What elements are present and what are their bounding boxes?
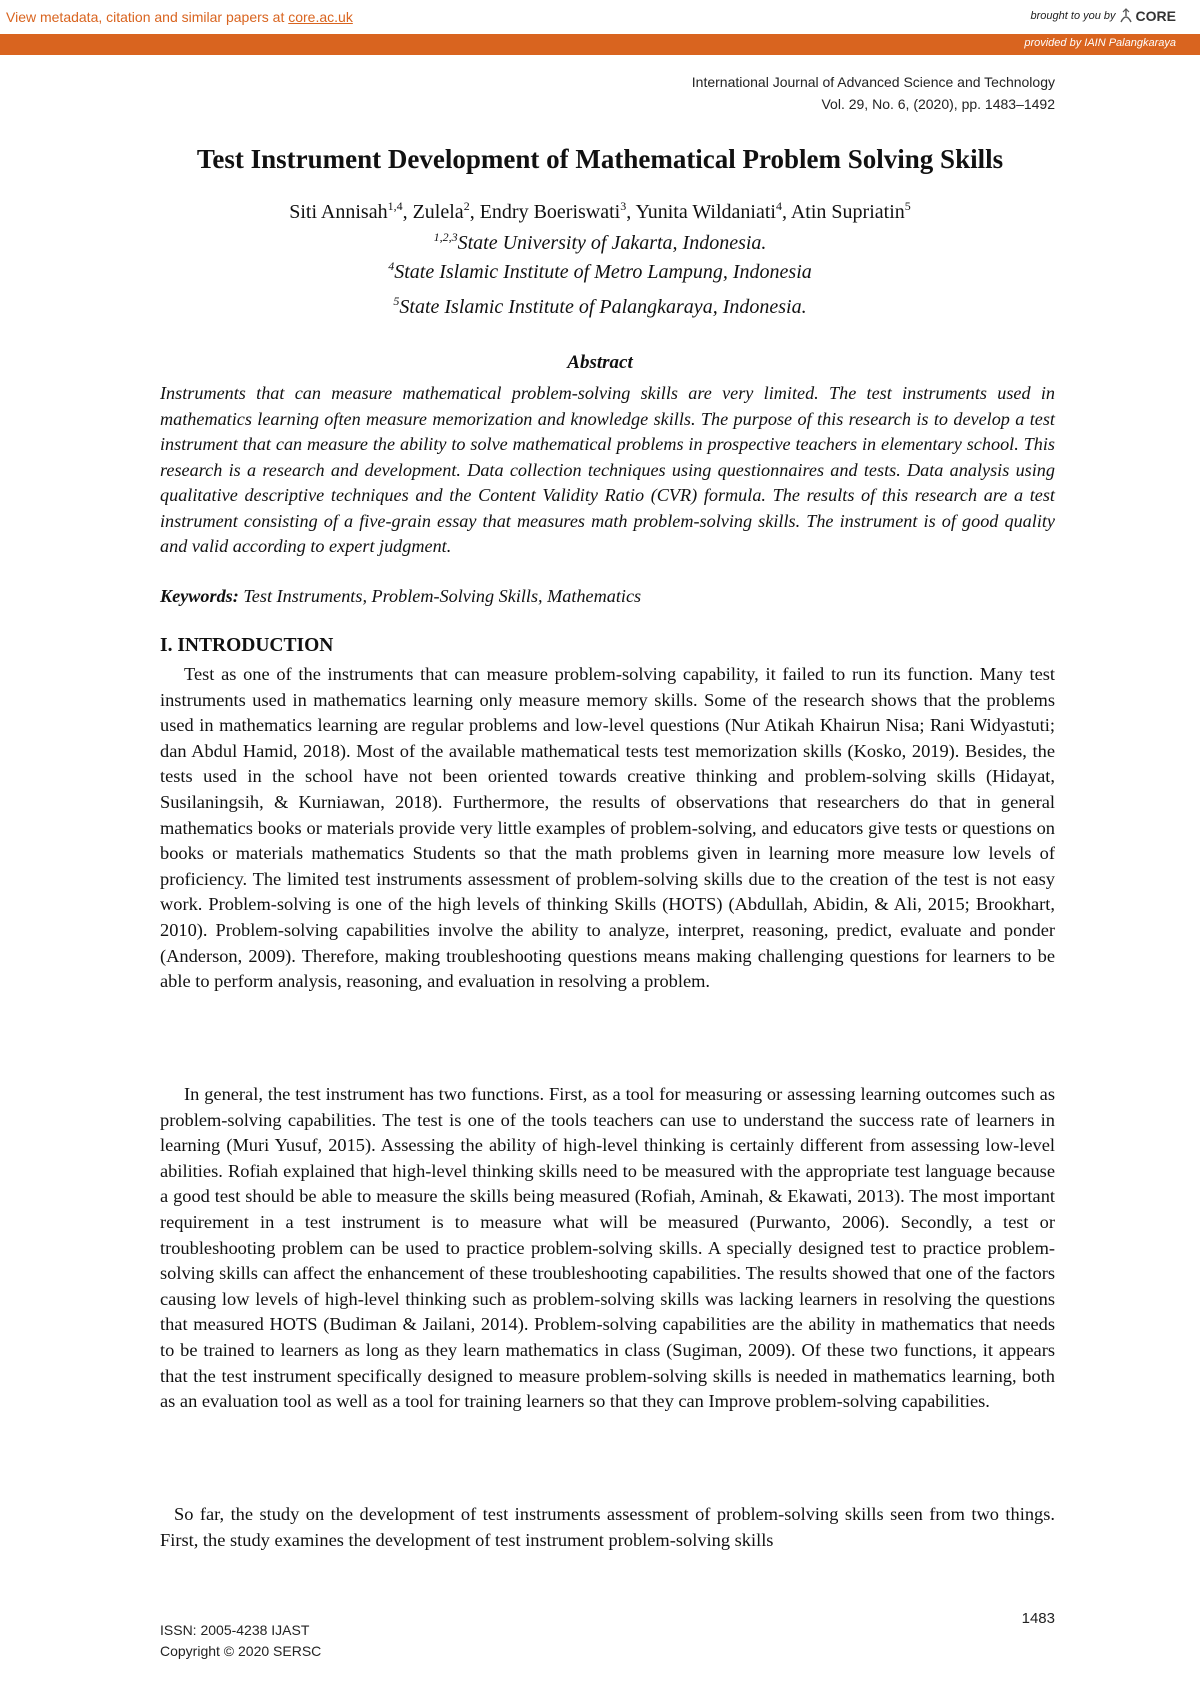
- core-link-prefix: View metadata, citation and similar papers at: [6, 9, 289, 25]
- author-affil-sup: 2: [463, 199, 470, 213]
- keywords-label: Keywords:: [160, 586, 239, 606]
- core-logo-icon: [1119, 8, 1133, 24]
- core-metadata-link[interactable]: [6, 9, 353, 25]
- core-brand: CORE: [1135, 8, 1176, 24]
- provided-by-text[interactable]: provided by IAIN Palangkaraya: [1024, 37, 1176, 49]
- brought-to-you-by[interactable]: [1031, 8, 1176, 24]
- author-name: Yunita Wildaniati: [635, 201, 776, 223]
- author-list: Siti Annisah$^{1,4}$, Zulela$^2$, Endry Boeriswati$^3$, Yunita Wildaniati$^4$, Atin Supriatin$^5$: [289, 199, 911, 223]
- page-number: 1483: [1021, 1610, 1055, 1627]
- affiliation-text: State Islamic Institute of Palangkaraya, Indonesia.: [399, 296, 807, 318]
- affiliation-sup: 1,2,3: [433, 230, 458, 244]
- affiliation-sup: 5: [393, 294, 400, 308]
- affiliation-text: State Islamic Institute of Metro Lampung, Indonesia: [394, 261, 812, 283]
- keywords-list: Test Instruments, Problem-Solving Skills, Mathematics: [238, 586, 642, 606]
- author-name: Atin Supriatin: [790, 201, 905, 223]
- paper-title: Test Instrument Development of Mathematical Problem Solving Skills: [196, 144, 1004, 174]
- author-name: Endry Boeriswati: [479, 201, 621, 223]
- abstract-heading: Abstract: [567, 352, 633, 373]
- body-paragraph: In general, the test instrument has two functions. First, as a tool for measuring or assessing learning outcomes such as problem-solving capabilities. The test is one of the tools teachers can use to understand the success rate of learners in learning (Muri Yusuf, 2015). Assessing the ability of high-level thinking is certainly different from assessing low-level abilities. Rofiah explained that high-level thinking skills need to be measured with the appropriate test language because a good test should be able to measure the skills being measured (Rofiah, Aminah, & Ekawati, 2013). The most important requirement in a test instrument is to measure what will be measured (Purwanto, 2006). Secondly, a test or troubleshooting problem can be used to practice problem-solving skills. A specially designed test to practice problem-solving skills can affect the enhancement of these troubleshooting capabilities. The results showed that one of the factors causing low levels of high-level thinking such as problem-solving skills was lacking learners in resolving the questions that measured HOTS (Budiman & Jailani, 2014). Problem-solving capabilities are the ability in mathematics that needs to be trained to learners as long as they learn mathematics in class (Sugiman, 2009). Of these two functions, it appears that the test instrument specifically designed to measure problem-solving skills is needed in mathematics learning, both as an evaluation tool as well as a tool for training learners so that they can Improve problem-solving capabilities.: [160, 1084, 1055, 1412]
- footer-left: [160, 1620, 321, 1662]
- brought-by-text: brought to you by: [1030, 10, 1116, 22]
- author-affil-sup: 3: [620, 199, 627, 213]
- body-paragraph: Test as one of the instruments that can measure problem-solving capability, it failed to run its function. Many test instruments used in mathematics learning only measure memory skills. Some of the research shows that the problems used in mathematics learning are regular problems and low-level questions (Nur Atikah Khairun Nisa; Rani Widyastuti; dan Abdul Hamid, 2018). Most of the available mathematical tests test memorization skills (Kosko, 2019). Besides, the tests used in the school have not been oriented towards creative thinking and problem-solving skills (Hidayat, Susilaningsih, & Kurniawan, 2018). Furthermore, the results of observations that researchers do that in general mathematics books or materials provide very little examples of problem-solving, and educators give tests or questions on books or materials mathematics Students so that the math problems given in learning more measure low levels of proficiency. The limited test instruments assessment of problem-solving skills due to the creation of the test is not easy work. Problem-solving is one of the high levels of thinking Skills (HOTS) (Abdullah, Abidin, & Ali, 2015; Brookhart, 2010). Problem-solving capabilities involve the ability to analyze, interpret, reasoning, predict, evaluate and ponder (Anderson, 2009). Therefore, making troubleshooting questions means making challenging questions for learners to be able to perform analysis, reasoning, and evaluation in resolving a problem.: [160, 664, 1055, 992]
- affiliation-sup: 4: [388, 259, 395, 273]
- keywords: [160, 584, 1055, 609]
- author-name: Zulela: [412, 201, 464, 223]
- copyright: Copyright © 2020 SERSC: [160, 1643, 322, 1659]
- author-affil-sup: 1,4: [387, 199, 403, 213]
- author-name: Siti Annisah: [289, 201, 388, 223]
- body-paragraph: So far, the study on the development of test instruments assessment of problem-solving skills seen from two things. First, the study examines the development of test instrument problem-solving skills: [160, 1504, 1055, 1550]
- journal-volume: Vol. 29, No. 6, (2020), pp. 1483–1492: [821, 96, 1055, 112]
- affiliation-3: [0, 296, 1200, 319]
- abstract-body: Instruments that can measure mathematical problem-solving skills are very limited. The test instruments used in mathematics learning often measure memorization and knowledge skills. The purpose of this research is to develop a test instrument that can measure the ability to solve mathematical problems in prospective teachers in elementary school. This research is a research and development. Data collection techniques using questionnaires and tests. Data analysis using qualitative descriptive techniques and the Content Validity Ratio (CVR) formula. The results of this research are a test instrument consisting of a five-grain essay that measures math problem-solving skills. The instrument is of good quality and valid according to expert judgment.: [160, 383, 1055, 556]
- affiliation-1: [0, 232, 1200, 255]
- author-affil-sup: 5: [904, 199, 911, 213]
- core-link-url[interactable]: core.ac.uk: [288, 9, 353, 25]
- core-banner: [0, 0, 1200, 34]
- section-heading-introduction: I. INTRODUCTION: [160, 635, 334, 656]
- journal-name: International Journal of Advanced Science and Technology: [691, 74, 1055, 90]
- provider-band: [0, 34, 1200, 55]
- journal-info: [692, 71, 1055, 115]
- issn: ISSN: 2005-4238 IJAST: [160, 1622, 310, 1638]
- affiliation-text: State University of Jakarta, Indonesia.: [457, 232, 767, 254]
- affiliation-2: [0, 261, 1200, 284]
- author-affil-sup: 4: [775, 199, 782, 213]
